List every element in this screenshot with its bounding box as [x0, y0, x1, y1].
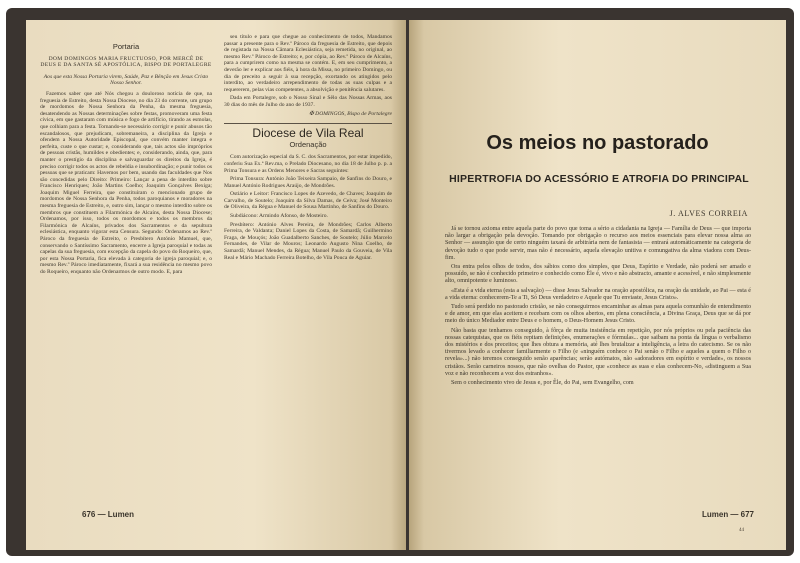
ordination-title: Ordenação [289, 139, 327, 149]
portaria-salutation: Aos que esta Nossa Portaria virem, Saúde, Paz e Bênção em Jesus Cristo Nosso Senhor. [43, 73, 209, 87]
ordination-presbitero: Presbítero: António Alves Pereira, de Mondrões; Carlos Alberto Ferreira, de Valdanta; Daniel Lopes da Costa, de Samardã; Guilhermino Fraga, de Mouçós; João Guadalberto Sanches, de Soutelo; Júlio Marcelo Fernandes, de Vilar de Mouros; Leonardo Augusto Nina Coelho, de Samardã; Manuel Mendes, da Régua; Manuel Paulo da Gouveia, de Vila Real e Mário Machado Ferreira Botelho, de Vila Pouca de Aguiar. [224, 221, 392, 261]
ordination-ostiario: Ostiário e Leitor: Francisco Lopes de Azevedo, de Chaves; Joaquim de Carvalho, de Soutelo; Joaquim da Silva Damas, de Ceiva; José Monteiro de Oliveira, da Régua e Manuel de Sousa Martinho, de Sanfins do Douro. [224, 191, 392, 211]
right-page [409, 20, 786, 550]
portaria-header: DOM DOMINGOS MARIA FRUCTUOSO, POR MERCÊ DE DEUS E DA SANTA SÉ APOSTÓLICA, BISPO DE PORTALEGRE [40, 55, 212, 69]
left-page-footer: 676 — Lumen [82, 510, 135, 519]
article-subtitle: HIPERTROFIA DO ACESSÓRIO E ATROFIA DO PRINCIPAL [449, 173, 749, 185]
right-page-footer: Lumen — 677 [701, 510, 754, 519]
ordination-intro: Com autorização especial da S. C. dos Sacramentos, por estar impedido, conferiu Sua Ex.ª Rev.ma, o Prelado Diocesano, no dia 18 de Julho p. p. a Prima Tonsura e as Ordens Menores e Sacras seguintes: [224, 154, 392, 174]
article-paragraph: «Esta é a vida eterna (esta a salvação) — disse Jesus Salvador na oração apostólica, na oração da unidade, ao Pai — esta é a vida eterna: conhecerem-Te a Ti, Só Deus verdadeiro e Aquele que Tu enviaste, Jesus Cristo». [445, 287, 751, 301]
section-divider [224, 123, 392, 124]
left-column-2 [224, 34, 392, 484]
left-page [26, 20, 406, 550]
portaria-date: Dada em Portalegre, sob o Nosso Sinal e Sêlo das Nossas Armas, aos 30 dias do mês de Julho do ano de 1937. [224, 95, 392, 108]
article-paragraph: Ora entra pelos olhos de todos, dos sábios como dos simples, que Deus, Espírito e Verdade, não poderá ser amado e possuído, se não é conhecido primeiro e conhecido como Êle é, vivo e não abstracto, amante e acessível, e não simplesmente alto, omnipotente e luminoso. [445, 264, 751, 285]
article-paragraph: Tudo será perdido no pastorado cristão, se não conseguirmos encaminhar as almas para aquela comunhão de entendimento e de amor, em que elas aceitem e recebam com os olhos abertos, em plena consciência, a Divina Graça, Deus que se dá por meio do único Mediador entre Deus e o homem, o Deus-Homem Jesus Cristo. [445, 304, 751, 325]
diocese-title: Diocese de Vila Real [252, 126, 364, 141]
article-author: J. ALVES CORREIA [669, 209, 748, 218]
printer-signature-mark: 44 [739, 528, 744, 533]
ordination-prima-tonsura: Prima Tonsura: António João Teixeira Sampaio, de Sanfins do Douro, e Manuel António Rodrigues Araújo, de Mondrões. [224, 176, 392, 189]
ordination-subdiacono: Subdiácono: Armindo Afonso, de Mosteiro. [230, 213, 328, 220]
article-paragraph: Já se tornou axioma entre aquela parte do povo que toma a sério a cidadania na Igreja — Família de Deus — que importa não largar a obrigação pela devoção. Tomando por obrigação o recurso aos meios essenciais para elevar nossa alma ao Senhor — assunção que de certo ninguém taxará de arbitrária nem de fantasista — entrará automàticamente na categoria de devoção tudo o que pode servir, mas não é necessário, aquela elevação unitiva e comungativa da alma viadora com Deus-fim. [445, 226, 751, 261]
portaria-signature: ✠ DOMINGOS, Bispo de Portalegre [309, 110, 392, 117]
portaria-body-cont: seu título e para que chegue ao conhecimento de todos, Mandamos passar a presente para o Rev.º Pároco da freguesia de Estreito, que depois de registada na Nossa Câmara Eclesiástica, seja remetida, no original, ao mesmo Rev.º Pároco de Estreito; e, por cópia, ao Rev.º Pároco de Alcaíns, para a cumprirem como na mesma se contém. E, em seu cumprimento, a deverão ler e explicar aos fiéis, à hora da Missa, no primeiro Domingo, ou dia de preceito a seguir à sua recepção, exortando os atingidos pelo interdito, ao verdadeiro arrependimento de todas as suas culpas e a requererem, pelas vias competentes, a absolvição e penitência salutares. [224, 34, 392, 93]
article-paragraph: Sem o conhecimento vivo de Jesus e, por Êle, do Pai, sem Evangelho, com [451, 380, 634, 387]
article-body [445, 226, 751, 496]
left-column-1 [40, 34, 212, 484]
book-spread [6, 8, 794, 556]
article-paragraph: Não basta que tenhamos conseguido, à fôrça de muita insistência em repetição, por nós próprios ou pela paciência das nossas catequistas, que os fiéis repitam definições, enumerações e fórmulas... que saibam na ponta da língua o verbalismo dos mistérios e dos preceitos; que lhes obtura a memória, até lhes brutalizar a inteligência, a letra do catecismo. Se os não tivermos levado a conhecer familiarmente o Filho (e «ninguém conhece o Pai senão o Filho e aqueles a quem o Filho o revela»...) não teremos conseguido senão aparências; serão autómatos, não «adoradores em espírito e verdade», os nossos cristãos. Serão carneiros nossos, que não ovelhas do Pastor, que «conhece as suas e elas conhecem-No, «distinguem a Sua voz e não reconhecem a voz dos estranhos». [445, 327, 751, 377]
article-title: Os meios no pastorado [486, 132, 709, 154]
portaria-body: Fazemos saber que até Nós chegou a douloroso notícia de que, na freguesia de Estreito, desta Nossa Diocese, no dia 23 do corrente, um grupo de mordomos de Nossa Senhora da Penha, da mesma freguesia, desatendendo as Nossas determinações sobre festas, promoveram uma festa cívica, em que gastaram com música e fogo de artifício, tirando as esmolas, que colhiam para a festa. Tornando-se necessário corrigir e punir abusos tão escandalosos, que prejudicam, sobremaneira, a disciplina da Igreja e ofendem a Nossa Autoridade Episcopal, que convém manter íntegra e perfeita, custe o que custar; e, considerando que, tais actos são impróprios de pessoas cristãs, humildes e obedientes; e, considerando, ainda, que, para manter o prestígio da disciplina e salvaguardar os direitos da Igreja, é preciso corrigir todos os actos de rebeldia e insubordinação; e punir todos os pessoas que se praticam: Havemos por bem, usando das faculdades que Nos são concedidas pelo Direito: Primeiro: Lançar a pena de interdito sobre Francisco Henriques; João Martins Coelho; Joaquim Gonçalves Bexiga; Joaquim Miguel Ferreira, que constituíram o mencionado grupo de mordomos de Nossa Senhora da Penha, todos paroquianos e moradores na mesma freguesia de Estreito, e, outro sim, lançar o mesmo interdito sobre os membros que constituem a Filarmónica de Alcaíns, desta Nossa Diocese; Ordenamos, por isso, todos os mordomos e todos os membros da Filarmónica de Alcaíns, privados dos Sacramentos e da sepultura eclesiástica, enquanto vigorar esta Censura. Segundo: Ordenamos ao Rev.º Pároco da freguesia de Estreito, o Presbítero António Mamuel, que, conservando o Santíssimo Sacramento, encerre a Igreja paroquial e todas as capelas da sua freguesia, com excepção da capela do povo do Roqueiro, que, por esta Nossa Portaria, fica elevada à categoria de igreja paroquial; e, o mesmo Rev.º Pároco imediatamente, fixará a sua residência no mesmo povo do Roqueiro, enquanto não Ordenarmos de outro modo. E, para [40, 90, 212, 275]
portaria-title: Portaria [112, 42, 140, 51]
